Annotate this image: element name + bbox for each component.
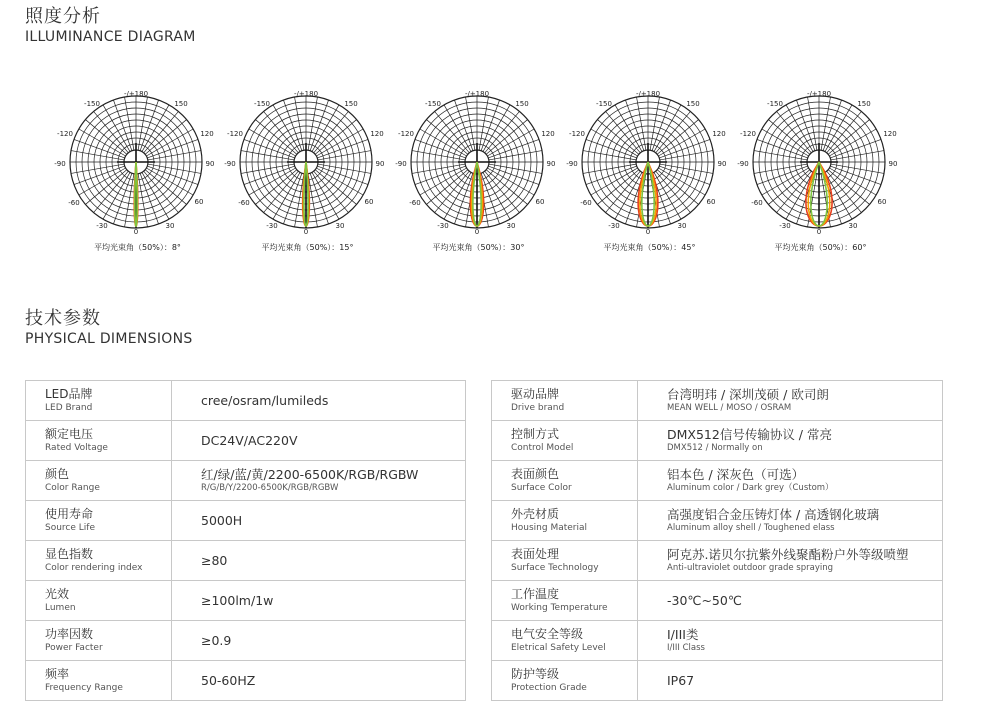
polar-label: 30 <box>506 222 516 230</box>
spec-value: cree/osram/lumileds <box>201 392 329 408</box>
specs-title-en: PHYSICAL DIMENSIONS <box>25 331 193 347</box>
spec-value: IP67 <box>667 672 695 688</box>
spec-label-cell <box>492 661 638 701</box>
spec-row <box>26 381 466 421</box>
spec-label-en: Control Model <box>511 443 574 453</box>
polar-label: 90 <box>546 160 556 168</box>
beam-angle-caption: 平均光束角（50%）：30° <box>432 243 525 252</box>
polar-label: 60 <box>877 198 887 206</box>
spec-value-cell <box>638 461 943 501</box>
polar-grid <box>393 80 564 240</box>
spec-row <box>492 661 943 701</box>
spec-row <box>26 661 466 701</box>
polar-grid <box>222 80 393 240</box>
polar-label: -150 <box>596 100 612 108</box>
spec-value-cell <box>172 381 466 421</box>
polar-label: 0 <box>133 228 139 236</box>
polar-label: 60 <box>535 198 545 206</box>
spec-value-cell <box>638 541 943 581</box>
spec-value-cell <box>172 421 466 461</box>
polar-label: -60 <box>68 199 80 207</box>
polar-label: -90 <box>395 160 407 168</box>
polar-grid <box>735 80 906 240</box>
spec-value-cell <box>638 381 943 421</box>
spec-label-en: Surface Color <box>511 483 572 493</box>
spec-row <box>492 621 943 661</box>
polar-label: 90 <box>205 160 215 168</box>
spec-row <box>26 461 466 501</box>
spec-label-en: Source Life <box>45 523 95 533</box>
spec-value-cell <box>172 541 466 581</box>
polar-diagram-30 <box>393 80 564 270</box>
spec-value-sub: MEAN WELL / MOSO / OSRAM <box>667 403 792 413</box>
spec-value: 5000H <box>201 512 243 528</box>
spec-label-cell <box>26 661 172 701</box>
spec-table-left <box>25 380 466 701</box>
spec-label-en: Color Range <box>45 483 100 493</box>
spec-label-cn: 表面处理 <box>511 547 560 561</box>
polar-label: 150 <box>174 100 188 108</box>
polar-label: -/+180 <box>635 90 661 98</box>
spec-label-en: Protection Grade <box>511 683 587 693</box>
polar-label: -90 <box>737 160 749 168</box>
illuminance-title-en: ILLUMINANCE DIAGRAM <box>25 29 196 45</box>
spec-table-right <box>491 380 943 701</box>
spec-value-cell <box>638 421 943 461</box>
spec-label-en: Working Temperature <box>511 603 608 613</box>
spec-label-cell <box>26 461 172 501</box>
spec-value-cell <box>172 461 466 501</box>
spec-label-cn: 频率 <box>45 667 70 681</box>
polar-label: 30 <box>165 222 175 230</box>
spec-label-cn: 电气安全等级 <box>511 627 584 641</box>
polar-grid <box>564 80 735 240</box>
polar-label: 150 <box>344 100 358 108</box>
illuminance-diagrams <box>0 80 993 270</box>
polar-label: 120 <box>712 130 726 138</box>
polar-label: -150 <box>767 100 783 108</box>
illuminance-title-cn: 照度分析 <box>25 6 101 27</box>
polar-label: -60 <box>238 199 250 207</box>
spec-label-cn: 功率因数 <box>45 627 94 641</box>
polar-label: 90 <box>888 160 898 168</box>
polar-label: -120 <box>569 130 585 138</box>
polar-label: 60 <box>194 198 204 206</box>
polar-label: -150 <box>254 100 270 108</box>
spec-label-en: Drive brand <box>511 403 565 413</box>
spec-label-cn: 表面颜色 <box>511 467 560 481</box>
spec-label-cn: 额定电压 <box>45 427 94 441</box>
polar-label: -30 <box>608 222 620 230</box>
spec-value-cell <box>172 501 466 541</box>
spec-value: DMX512信号传输协议 / 常亮 <box>667 427 832 442</box>
spec-value: 50-60HZ <box>201 672 256 688</box>
polar-label: -120 <box>227 130 243 138</box>
polar-label: 30 <box>335 222 345 230</box>
polar-label: -30 <box>437 222 449 230</box>
spec-value-cell <box>638 501 943 541</box>
spec-row <box>492 581 943 621</box>
spec-label-cell <box>492 461 638 501</box>
spec-value: 高强度铝合金压铸灯体 / 高透钢化玻璃 <box>667 507 880 522</box>
spec-label-cell <box>492 501 638 541</box>
spec-label-en: Housing Material <box>511 523 588 533</box>
polar-label: -90 <box>224 160 236 168</box>
spec-value: -30℃~50℃ <box>667 592 742 608</box>
spec-label-cn: LED品牌 <box>45 387 93 401</box>
polar-label: -90 <box>54 160 66 168</box>
spec-value-sub: Anti-ultraviolet outdoor grade spraying <box>667 563 834 573</box>
spec-label-cn: 工作温度 <box>511 587 560 601</box>
polar-label: 120 <box>541 130 555 138</box>
spec-label-cn: 光效 <box>45 587 70 601</box>
spec-value-cell <box>172 581 466 621</box>
spec-label-cell <box>26 421 172 461</box>
spec-value: DC24V/AC220V <box>201 432 298 448</box>
spec-row <box>26 581 466 621</box>
spec-label-en: Frequency Range <box>45 683 123 693</box>
polar-label: 60 <box>706 198 716 206</box>
spec-row <box>26 501 466 541</box>
polar-label: 30 <box>848 222 858 230</box>
spec-label-en: Color rendering index <box>45 563 143 573</box>
polar-label: -90 <box>566 160 578 168</box>
spec-label-cn: 防护等级 <box>511 667 560 681</box>
spec-row <box>26 421 466 461</box>
spec-value: 铝本色 / 深灰色（可选） <box>667 467 805 482</box>
spec-value: 阿克苏.诺贝尔抗紫外线聚酯粉户外等级喷塑 <box>667 547 909 562</box>
polar-label: 0 <box>303 228 309 236</box>
polar-label: -30 <box>266 222 278 230</box>
spec-label-cn: 驱动品牌 <box>511 387 560 401</box>
spec-value-cell <box>638 621 943 661</box>
spec-value: ≥0.9 <box>201 632 232 648</box>
polar-label: -60 <box>580 199 592 207</box>
polar-label: -150 <box>84 100 100 108</box>
spec-value: ≥100lm/1w <box>201 592 274 608</box>
spec-value-cell <box>172 621 466 661</box>
polar-label: -150 <box>425 100 441 108</box>
spec-value-sub: DMX512 / Normally on <box>667 443 763 453</box>
spec-label-cell <box>492 621 638 661</box>
polar-diagram-60 <box>735 80 906 270</box>
polar-label: -/+180 <box>464 90 490 98</box>
spec-label-cell <box>26 541 172 581</box>
spec-value-sub: R/G/B/Y/2200-6500K/RGB/RGBW <box>201 483 339 493</box>
spec-value-sub: I/III Class <box>667 643 705 653</box>
specs-title-cn: 技术参数 <box>25 308 101 329</box>
spec-label-cn: 控制方式 <box>511 427 560 441</box>
polar-label: -60 <box>409 199 421 207</box>
spec-row <box>492 421 943 461</box>
spec-value-cell <box>172 661 466 701</box>
polar-label: -120 <box>740 130 756 138</box>
polar-label: 120 <box>883 130 897 138</box>
polar-label: 60 <box>364 198 374 206</box>
spec-label-cell <box>492 581 638 621</box>
beam-angle-caption: 平均光束角（50%）：15° <box>261 243 354 252</box>
polar-label: 90 <box>375 160 385 168</box>
spec-value-cell <box>638 581 943 621</box>
spec-row <box>26 541 466 581</box>
polar-label: 150 <box>686 100 700 108</box>
beam-angle-caption: 平均光束角（50%）：60° <box>774 243 867 252</box>
spec-value-sub: Aluminum color / Dark grey（Custom） <box>667 483 834 493</box>
spec-value: 红/绿/蓝/黄/2200-6500K/RGB/RGBW <box>201 467 419 482</box>
spec-value-sub: Aluminum alloy shell / Toughened elass <box>667 523 835 533</box>
spec-row <box>492 501 943 541</box>
polar-label: -30 <box>779 222 791 230</box>
polar-label: 0 <box>816 228 822 236</box>
spec-label-cn: 显色指数 <box>45 547 94 561</box>
spec-row <box>492 461 943 501</box>
spec-row <box>492 381 943 421</box>
spec-row <box>26 621 466 661</box>
spec-label-cell <box>492 381 638 421</box>
polar-label: -60 <box>751 199 763 207</box>
spec-row <box>492 541 943 581</box>
polar-label: -/+180 <box>123 90 149 98</box>
spec-label-cn: 使用寿命 <box>45 507 94 521</box>
polar-label: -/+180 <box>293 90 319 98</box>
spec-label-cell <box>26 381 172 421</box>
spec-label-cn: 颜色 <box>45 467 70 481</box>
polar-label: 0 <box>645 228 651 236</box>
spec-label-cell <box>26 621 172 661</box>
polar-label: 0 <box>474 228 480 236</box>
spec-label-en: Rated Voltage <box>45 443 108 453</box>
spec-label-en: Eletrical Safety Level <box>511 643 606 653</box>
polar-diagram-15 <box>222 80 393 270</box>
spec-label-en: Surface Technology <box>511 563 599 573</box>
spec-label-cell <box>26 581 172 621</box>
polar-label: 120 <box>370 130 384 138</box>
polar-label: 150 <box>515 100 529 108</box>
polar-diagram-45 <box>564 80 735 270</box>
beam-angle-caption: 平均光束角（50%）：8° <box>94 243 181 252</box>
polar-grid <box>52 80 223 240</box>
beam-angle-caption: 平均光束角（50%）：45° <box>603 243 696 252</box>
spec-value: ≥80 <box>201 552 228 568</box>
polar-diagram-8 <box>52 80 223 270</box>
spec-label-cell <box>26 501 172 541</box>
spec-value: I/III类 <box>667 627 699 642</box>
spec-label-en: Lumen <box>45 603 76 613</box>
spec-label-cell <box>492 541 638 581</box>
spec-label-en: LED Brand <box>45 403 93 413</box>
spec-label-cell <box>492 421 638 461</box>
polar-label: -/+180 <box>806 90 832 98</box>
polar-label: -30 <box>96 222 108 230</box>
spec-value-cell <box>638 661 943 701</box>
polar-label: 90 <box>717 160 727 168</box>
polar-label: 120 <box>200 130 214 138</box>
spec-value: 台湾明玮 / 深圳茂硕 / 欧司朗 <box>667 387 829 402</box>
polar-label: 150 <box>857 100 871 108</box>
polar-label: 30 <box>677 222 687 230</box>
polar-label: -120 <box>57 130 73 138</box>
polar-label: -120 <box>398 130 414 138</box>
spec-label-en: Power Facter <box>45 643 103 653</box>
spec-label-cn: 外壳材质 <box>511 507 560 521</box>
